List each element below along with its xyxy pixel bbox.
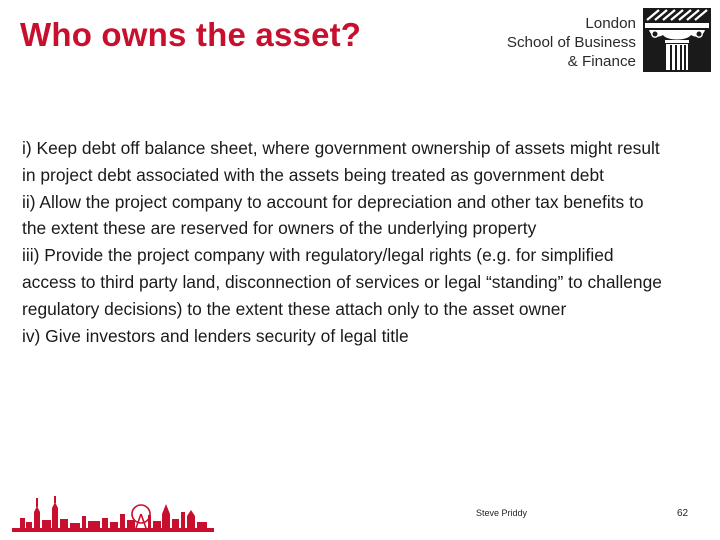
logo-line-1: London <box>585 15 636 32</box>
body-paragraph-1: i) Keep debt off balance sheet, where government ownership of assets might result in project debt associated with the assets being treated as government debt <box>22 138 660 185</box>
body-paragraph-4: iv) Give investors and lenders security of legal title <box>22 325 409 346</box>
slide-body <box>22 135 662 349</box>
column-capital-icon <box>643 8 711 72</box>
school-logo <box>503 8 711 74</box>
footer-author: Steve Priddy <box>476 508 528 518</box>
body-paragraph-3: iii) Provide the project company with regulatory/legal rights (e.g. for simplified access to third party land, disconnection of services or legal “standing” to challenge regulatory decisions) to the extent these attach only to the asset owner <box>22 245 662 319</box>
body-paragraph-2: ii) Allow the project company to account for depreciation and other tax benefits to the extent these are reserved for owners of the underlying property <box>22 191 644 239</box>
slide-title: Who owns the asset? <box>20 16 362 53</box>
page-number: 62 <box>677 508 689 519</box>
logo-line-2: School of Business <box>506 34 636 51</box>
london-skyline-icon <box>12 492 214 532</box>
logo-wordmark <box>507 14 636 71</box>
logo-line-3: & Finance <box>567 53 636 70</box>
